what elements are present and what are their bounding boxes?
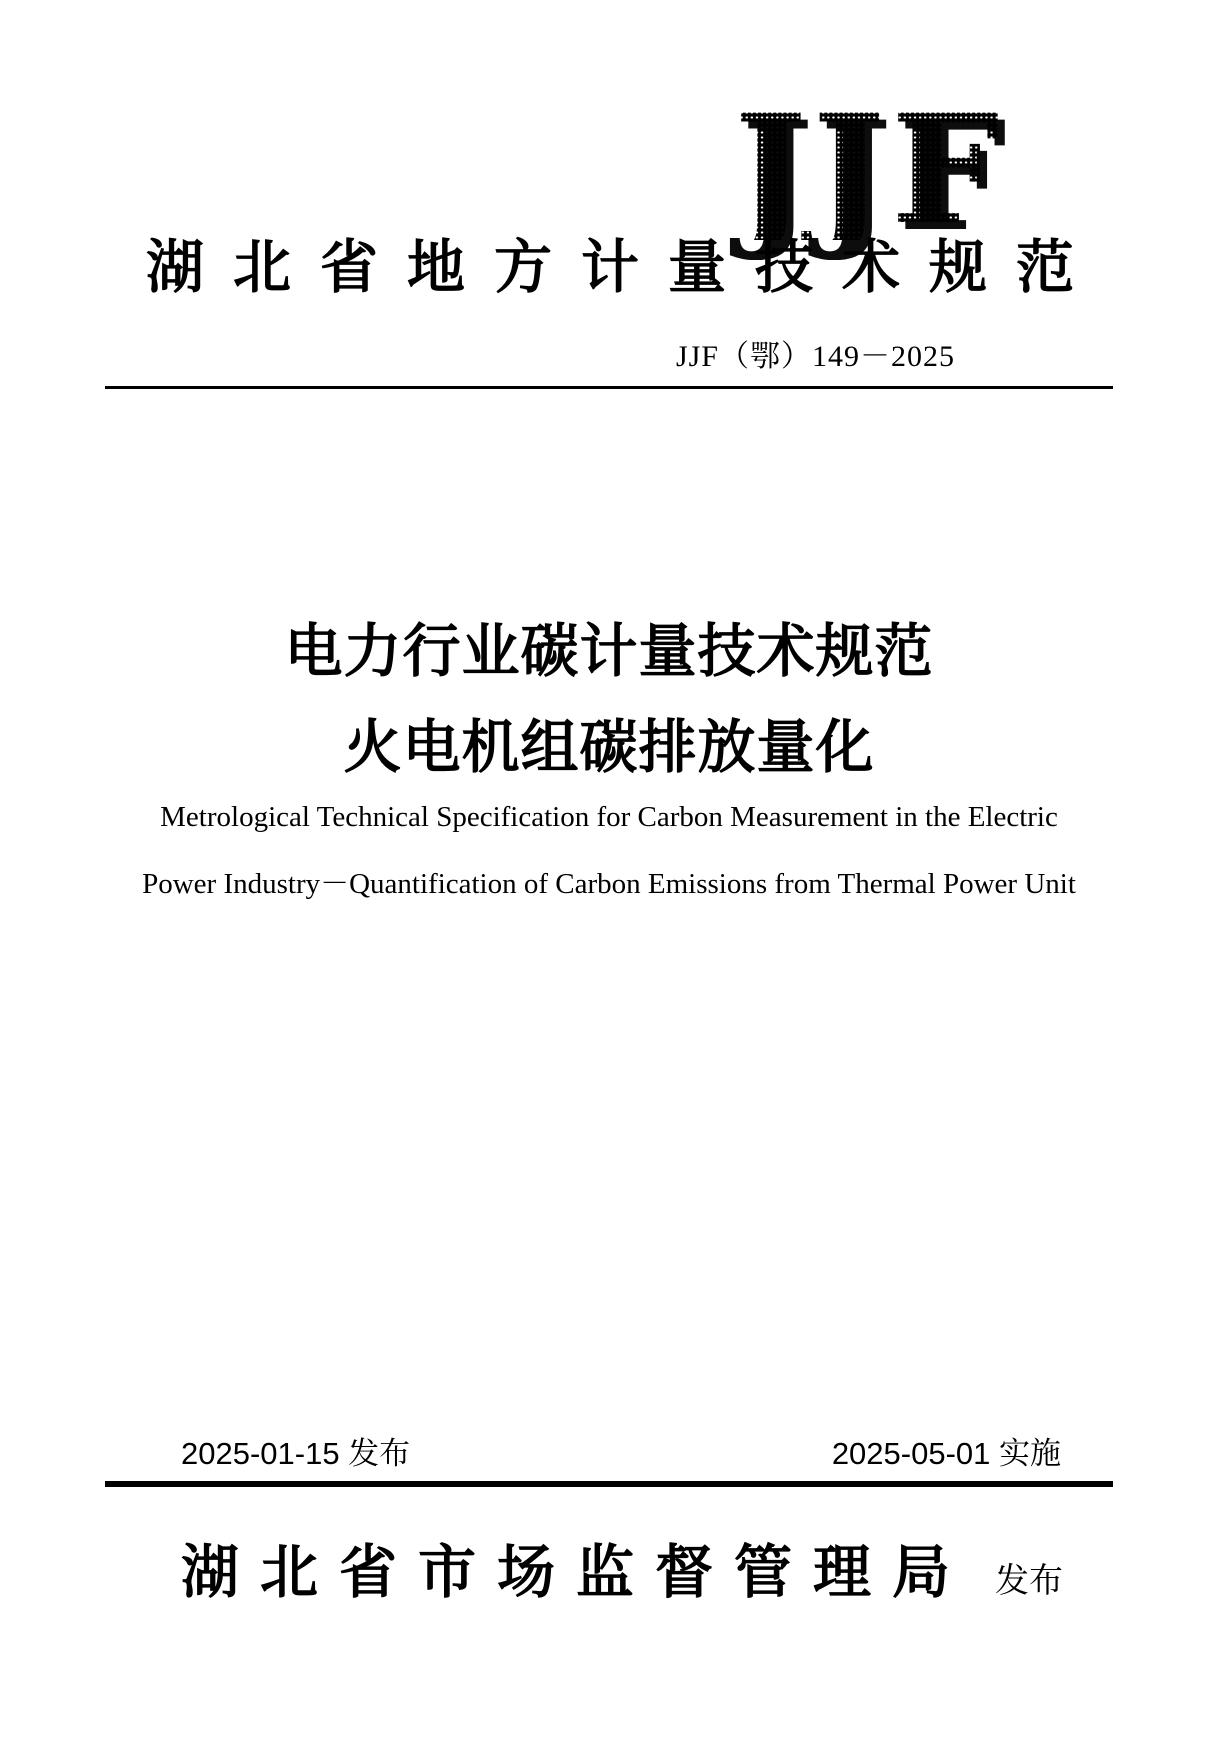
title-english-line1: Metrological Technical Specification for Carbon Measurement in the Electric bbox=[160, 801, 1058, 833]
jjf-logo-text: JJF bbox=[733, 82, 1006, 258]
issuing-authority: 湖北省市场监督管理局 bbox=[181, 1540, 972, 1605]
issue-date: 2025-01-15 发布 bbox=[181, 1436, 411, 1471]
implementation-date: 2025-05-01 实施 bbox=[831, 1436, 1061, 1471]
jjf-logo bbox=[712, 82, 1022, 258]
footer bbox=[181, 1540, 1064, 1605]
spec-code: JJF（鄂）149－2025 bbox=[675, 340, 955, 373]
footer-divider-line bbox=[105, 1481, 1113, 1487]
header-divider-line bbox=[105, 386, 1113, 389]
title-chinese-line2: 火电机组碳排放量化 bbox=[343, 715, 875, 780]
title-chinese-line1: 电力行业碳计量技术规范 bbox=[284, 619, 934, 684]
series-title: 湖北省地方计量技术规范 bbox=[146, 235, 1104, 300]
publish-label: 发布 bbox=[995, 1562, 1064, 1600]
dates-row bbox=[105, 1428, 1113, 1473]
title-english-line2: Power Industry－Quantification of Carbon Emissions from Thermal Power Unit bbox=[142, 868, 1076, 900]
